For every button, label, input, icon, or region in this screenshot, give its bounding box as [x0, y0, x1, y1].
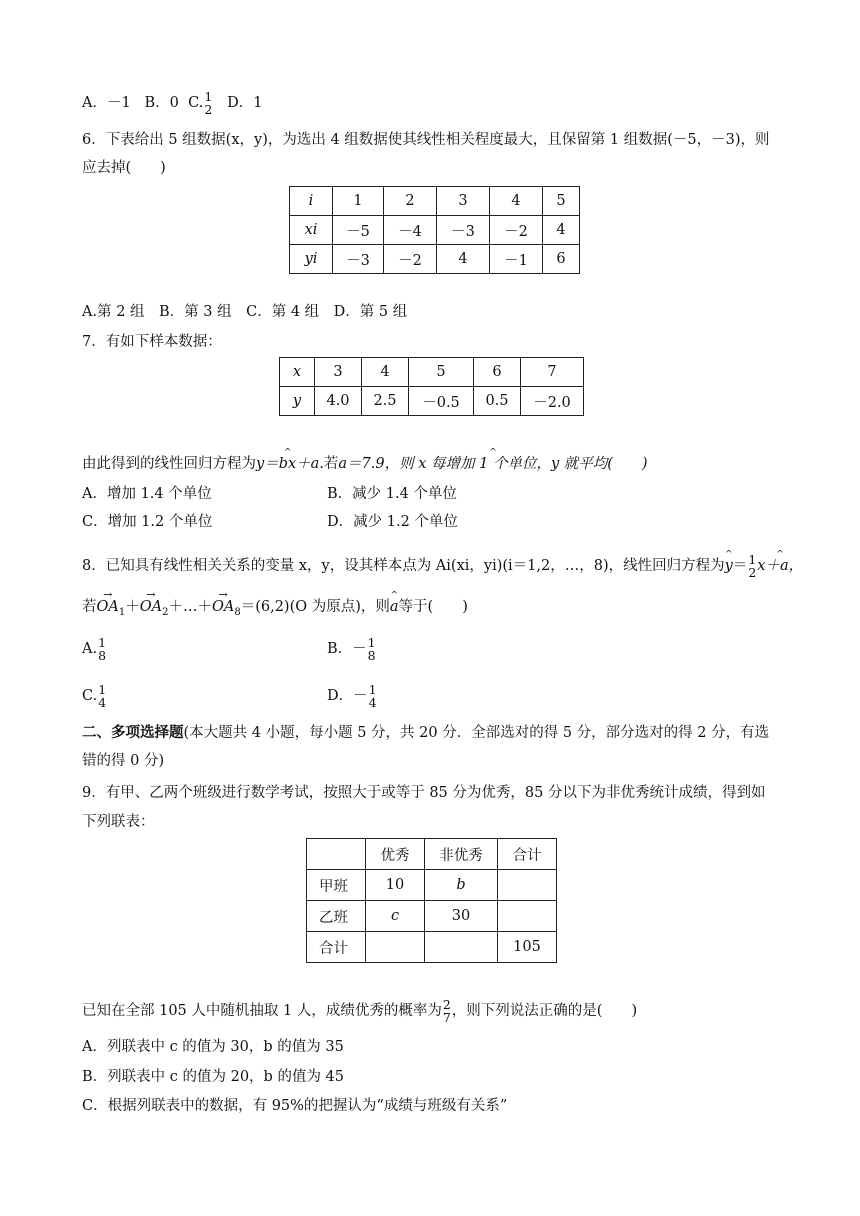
- table-cell: 乙班: [307, 901, 366, 932]
- section2-desc2: 错的得 0 分): [82, 753, 165, 769]
- q8-vector: → OA: [212, 597, 234, 617]
- table-cell: －3: [437, 216, 490, 245]
- table-cell: －1: [490, 245, 543, 274]
- q8-option-c: C. 1 4: [82, 682, 107, 710]
- q8-a-hat: ^ a: [390, 597, 399, 617]
- table-cell: 5: [409, 358, 474, 387]
- table-row: [307, 870, 557, 901]
- table-row: [307, 839, 557, 870]
- table-cell: 3: [437, 187, 490, 216]
- q7-text: 由此得到的线性回归方程为: [82, 456, 256, 472]
- table-cell: 4: [362, 358, 409, 387]
- table-cell: －4: [384, 216, 437, 245]
- q7-option-a: A．增加 1.4 个单位: [82, 486, 212, 502]
- q9-text: 已知在全部 105 人中随机抽取 1 人，成绩优秀的概率为: [82, 1003, 442, 1019]
- table-cell: 6: [543, 245, 580, 274]
- q7-text-mid: .若: [319, 456, 339, 472]
- q5-option-d: D．1: [227, 95, 263, 111]
- section2-heading: [82, 723, 769, 743]
- table-cell: －2: [490, 216, 543, 245]
- q8-text-mid: ＝(6,2)(O 为原点)，则: [240, 599, 390, 615]
- table-cell: 合计: [307, 932, 366, 963]
- q5-option-c-prefix: C.: [188, 95, 204, 111]
- table-cell: 合计: [498, 839, 557, 870]
- table-row: [290, 216, 580, 245]
- section2-title: 二、多项选择题: [82, 724, 184, 741]
- table-cell: 优秀: [366, 839, 425, 870]
- q6-stem-line1: 6．下表给出 5 组数据(x，y)，为选出 4 组数据使其线性相关程度最大，且保留第 1 组数据(－5，－3)，则: [82, 132, 770, 148]
- q7-option-c: C．增加 1.2 个单位: [82, 514, 213, 530]
- table-cell: [425, 932, 498, 963]
- q7-option-b: B．减少 1.4 个单位: [327, 486, 457, 502]
- table-row: [280, 387, 584, 416]
- q8-equation-end: ^ x＋a，: [757, 556, 803, 576]
- q8-text-end: 等于( ): [398, 599, 468, 615]
- q6-stem-line2: 应去掉( ): [82, 160, 166, 176]
- table-cell: [366, 932, 425, 963]
- q9-option-c: C．根据列联表中的数据，有 95%的把握认为“成绩与班级有关系”: [82, 1098, 508, 1114]
- q8-option-b: B．－ 1 8: [327, 635, 376, 663]
- q7-table: [279, 357, 584, 416]
- table-row: [307, 901, 557, 932]
- table-cell: －5: [333, 216, 384, 245]
- table-row: [290, 187, 580, 216]
- table-cell: 4.0: [315, 387, 362, 416]
- table-row: [307, 932, 557, 963]
- q7-regression-equation: ^ y＝bx＋a: [256, 454, 319, 474]
- q7-a-value: ^ a＝7.9，则 x 每增加 1 个单位，y 就平均( ): [338, 454, 647, 474]
- table-cell: 非优秀: [425, 839, 498, 870]
- q8-option-a: A. 1 8: [82, 635, 107, 663]
- q8-half-fraction: 1 2: [748, 552, 757, 580]
- table-cell: 105: [498, 932, 557, 963]
- q5-option-a: A．－1: [82, 95, 131, 111]
- q9-probability-line: [82, 998, 637, 1024]
- q7-equation-line: [82, 454, 648, 474]
- table-cell: x: [280, 358, 315, 387]
- table-cell: 2.5: [362, 387, 409, 416]
- q8-stem-line1: 8．已知具有线性相关关系的变量 x，y，设其样本点为 Ai(xi，yi)(i＝1,2，…，8)，线性回归方程为^ y＝ 1 2 ^ x＋a，: [82, 553, 803, 579]
- table-cell: xi: [290, 216, 333, 245]
- q9-text-end: ，则下列说法正确的是( ): [451, 1003, 638, 1019]
- q6-table: [289, 186, 580, 274]
- table-cell: [307, 839, 366, 870]
- q9-option-b: B．列联表中 c 的值为 20，b 的值为 45: [82, 1069, 345, 1085]
- table-cell: 10: [366, 870, 425, 901]
- table-cell: 4: [490, 187, 543, 216]
- table-cell: yi: [290, 245, 333, 274]
- table-cell: 甲班: [307, 870, 366, 901]
- table-cell: [498, 901, 557, 932]
- table-row: [280, 358, 584, 387]
- section2-desc: (本大题共 4 小题，每小题 5 分，共 20 分．全部选对的得 5 分，部分选对的得 2 分，有选: [183, 725, 770, 741]
- q7-stem: 7．有如下样本数据：: [82, 334, 222, 350]
- q9-stem-line2: 下列联表：: [82, 814, 155, 830]
- table-cell: 2: [384, 187, 437, 216]
- q8-text: 若: [82, 599, 97, 615]
- table-cell: －2: [384, 245, 437, 274]
- table-cell: c: [366, 901, 425, 932]
- q6-options: A.第 2 组 B．第 3 组 C．第 4 组 D．第 5 组: [82, 304, 408, 320]
- q9-contingency-table: [306, 838, 557, 963]
- q5-option-b: B．0: [144, 95, 179, 111]
- table-cell: i: [290, 187, 333, 216]
- table-cell: y: [280, 387, 315, 416]
- q5-option-c-fraction: 1 2: [204, 89, 213, 117]
- q9-probability-fraction: 2 7: [442, 997, 451, 1025]
- table-cell: 30: [425, 901, 498, 932]
- table-cell: 3: [315, 358, 362, 387]
- table-cell: 7: [521, 358, 584, 387]
- q8-text: 8．已知具有线性相关关系的变量 x，y，设其样本点为 Ai(xi，yi)(i＝1,2，…，8)，线性回归方程为: [82, 558, 725, 574]
- q9-option-a: A．列联表中 c 的值为 30，b 的值为 35: [82, 1039, 344, 1055]
- table-cell: －3: [333, 245, 384, 274]
- table-cell: 4: [437, 245, 490, 274]
- table-cell: 6: [474, 358, 521, 387]
- q8-vector: → OA: [97, 597, 119, 617]
- table-cell: 4: [543, 216, 580, 245]
- table-row: [290, 245, 580, 274]
- table-cell: [498, 870, 557, 901]
- q8-option-d: D．－ 1 4: [327, 682, 377, 710]
- q8-stem-line2: 若→ $OA_1+\to$ $OA_2+\dots+\to OA_8=(6,2)(O$ 为原点)，则^ a等于( ): [82, 597, 468, 623]
- table-cell: －2.0: [521, 387, 584, 416]
- table-cell: －0.5: [409, 387, 474, 416]
- q9-stem-line1: 9．有甲、乙两个班级进行数学考试，按照大于或等于 85 分为优秀，85 分以下为非优秀统计成绩，得到如: [82, 785, 766, 801]
- table-cell: 1: [333, 187, 384, 216]
- table-cell: 5: [543, 187, 580, 216]
- q8-vector: → OA: [140, 597, 162, 617]
- q5-options: [82, 90, 262, 116]
- q8-y-hat: ^ y: [725, 556, 733, 576]
- table-cell: b: [425, 870, 498, 901]
- q7-option-d: D．减少 1.2 个单位: [327, 514, 458, 530]
- table-cell: 0.5: [474, 387, 521, 416]
